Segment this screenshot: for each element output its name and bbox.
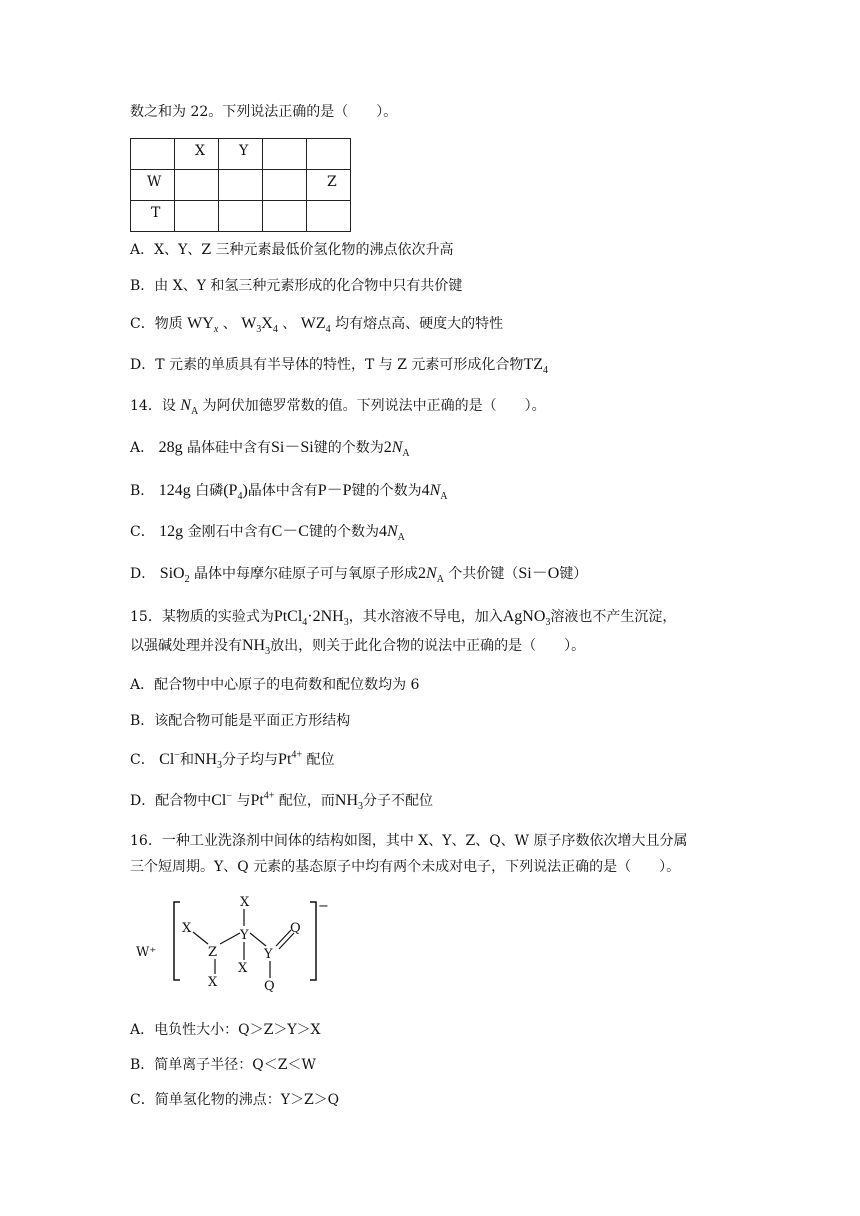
table-cell: T [131, 201, 175, 232]
q14-stem: 14．设 $N_A$ 为阿伏加德罗常数的值。下列说法中正确的是（ ）。 [130, 397, 546, 418]
atom-z: Z [208, 945, 218, 960]
table-cell [219, 170, 263, 201]
q16-option-c: C．简单氢化物的沸点：Y＞Z＞Q [130, 1092, 340, 1108]
q15-option-a: A．配合物中中心原子的电荷数和配位数均为 6 [130, 677, 420, 693]
structure-cation-label: W⁺ [136, 945, 157, 960]
q14-option-c: C． 12g 金刚石中含有C－C键的个数为$4N_A$ [130, 523, 405, 544]
bond-x-z [193, 932, 208, 944]
q15-option-c: C． Cl−和$NH_3$分子均与$Pt^{4+}$ 配位 [130, 749, 335, 772]
q16-stem-line2: 三个短周期。Y、Q 元素的基态原子中均有两个未成对电子，下列说法正确的是（ ）。 [130, 859, 681, 875]
table-cell [175, 201, 219, 232]
q16-option-a: A．电负性大小：Q＞Z＞Y＞X [130, 1022, 321, 1038]
atom-y-center: Y [240, 928, 249, 943]
table-cell: Y [219, 139, 263, 170]
atom-y-right: Y [264, 947, 273, 962]
table-cell [307, 139, 351, 170]
q14-option-a: A． 28g 晶体硅中含有Si－Si键的个数为$2N_A$ [130, 439, 410, 460]
table-cell [307, 201, 351, 232]
table-cell [263, 139, 307, 170]
table-cell [263, 170, 307, 201]
periodic-table-fragment [130, 138, 351, 232]
right-bracket [310, 902, 316, 980]
atom-x-bottom-y: X [238, 961, 248, 976]
q13-option-b: B．由 X、Y 和氢三种元素形成的化合物中只有共价键 [130, 278, 463, 294]
bond-y-y [250, 933, 266, 946]
structure-charge-label: − [318, 899, 329, 914]
q13-option-a: A．X、Y、Z 三种元素最低价氢化物的沸点依次升高 [130, 242, 454, 258]
atom-x-top: X [240, 895, 250, 910]
q15-stem-line2: 以强碱处理并没有$NH_3$放出，则关于此化合物的说法中正确的是（ ）。 [130, 637, 586, 658]
q15-stem-line1: 15．某物质的实验式为$PtCl_4\cdot 2NH_3$，其水溶液不导电，加入AgNO$_3$溶液也不产生沉淀， [130, 608, 677, 629]
molecular-structure-diagram [130, 888, 360, 998]
table-cell [219, 201, 263, 232]
q15-option-b: B．该配合物可能是平面正方形结构 [130, 713, 351, 729]
bond-z-y [220, 933, 240, 944]
atom-q-bottom: Q [264, 979, 275, 994]
q14-option-b: B． 124g 白磷$(P_4)$晶体中含有P－P键的个数为$4N_A$ [130, 482, 448, 503]
atom-q-top: Q [290, 921, 301, 936]
table-cell [263, 201, 307, 232]
q13-option-d: D．T 元素的单质具有半导体的特性，T 与 Z 元素可形成化合物$TZ_4$ [130, 356, 548, 377]
table-cell [131, 139, 175, 170]
table-cell: X [175, 139, 219, 170]
q16-option-b: B．简单离子半径：Q＜Z＜W [130, 1057, 316, 1073]
atom-x-bottom-z: X [208, 975, 218, 990]
q14-option-d: D． SiO$_2$ 晶体中每摩尔硅原子可与氧原子形成$2N_A$ 个共价键（Si－O键） [130, 565, 588, 586]
table-cell: W [131, 170, 175, 201]
q16-stem-line1: 16．一种工业洗涤剂中间体的结构如图，其中 X、Y、Z、Q、W 原子序数依次增大且分属 [130, 833, 688, 849]
question-13-stem-tail: 数之和为 22。下列说法正确的是（ ）。 [130, 104, 398, 120]
atom-x-left: X [182, 921, 192, 936]
table-cell: Z [307, 170, 351, 201]
q15-option-d: D．配合物中Cl− 与$Pt^{4+}$ 配位，而$NH_3$分子不配位 [130, 790, 433, 813]
table-cell [175, 170, 219, 201]
q13-option-c: C．物质 $WY_x$ 、 $W_3X_4$ 、 $WZ_4$ 均有熔点高、硬度大的特性 [130, 315, 504, 336]
left-bracket [174, 902, 180, 980]
